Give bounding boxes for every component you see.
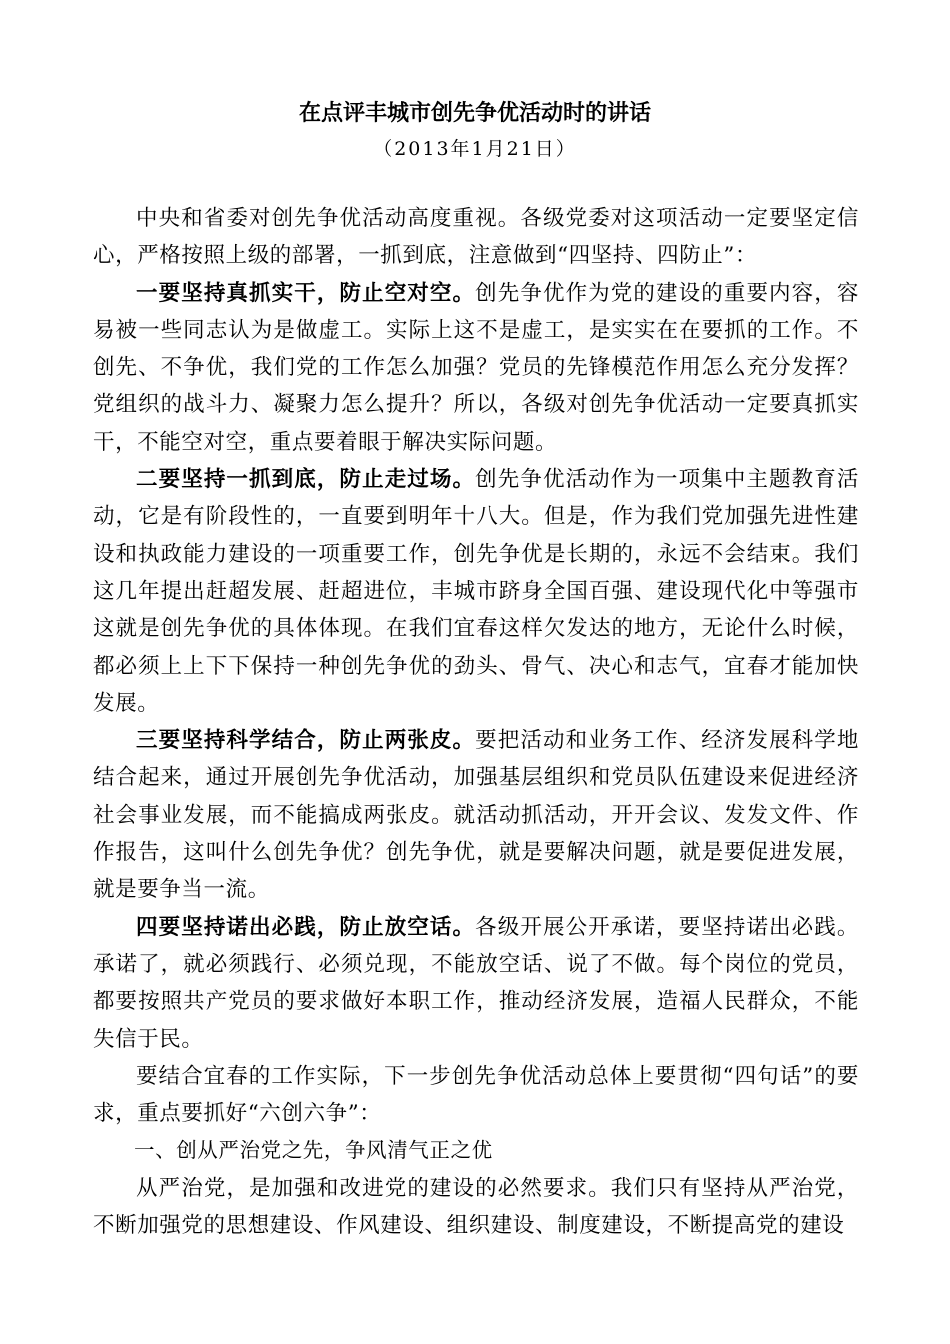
point-text-1: 创先争优作为党的建设的重要内容，容易被一些同志认为是做虚工。实际上这不是虚工，是实实在在要抓的工作。不创先、不争优，我们党的工作怎么加强？党员的先锋模范作用怎么充分发挥？党组织的战斗力、凝聚力怎么提升？所以，各级对创先争优活动一定要真抓实干，不能空对空，重点要着眼于解决实际问题。 (93, 280, 859, 455)
point-paragraph-2 (93, 461, 859, 722)
point-paragraph-3 (93, 722, 859, 908)
point-text-3: 要把活动和业务工作、经济发展科学地结合起来，通过开展创先争优活动，加强基层组织和党员队伍建设来促进经济社会事业发展，而不能搞成两张皮。就活动抓活动，开开会议、发发文件、作作报告，这叫什么创先争优？创先争优，就是要解决问题，就是要促进发展，就是要争当一流。 (93, 728, 859, 903)
intro-paragraph: 中央和省委对创先争优活动高度重视。各级党委对这项活动一定要坚定信心，严格按照上级的部署，一抓到底，注意做到“四坚持、四防止”： (93, 206, 859, 269)
section-heading: 一、创从严治党之先，争风清气正之优 (134, 1138, 493, 1163)
point-paragraph-1 (93, 275, 859, 461)
section-paragraph: 从严治党，是加强和改进党的建设的必然要求。我们只有坚持从严治党，不断加强党的思想建设、作风建设、组织建设、制度建设，不断提高党的建设 (93, 1175, 859, 1239)
point-lead-2: 二要坚持一抓到底，防止走过场。 (136, 467, 476, 493)
point-paragraph-4 (93, 909, 859, 1058)
document-date: （2013年1月21日） (373, 138, 577, 160)
point-lead-3: 三要坚持科学结合，防止两张皮。 (136, 728, 476, 754)
document-title: 在点评丰城市创先争优活动时的讲话 (298, 100, 651, 126)
point-lead-1: 一要坚持真抓实干，防止空对空。 (136, 280, 476, 306)
summary-paragraph: 要结合宜春的工作实际，下一步创先争优活动总体上要贯彻“四句话”的要求，重点要抓好“六创六争”： (93, 1063, 859, 1127)
point-lead-4: 四要坚持诺出必践，防止放空话。 (136, 914, 476, 940)
point-text-4: 各级开展公开承诺，要坚持诺出必践。承诺了，就必须践行、必须兑现，不能放空话、说了不做。每个岗位的党员，都要按照共产党员的要求做好本职工作，推动经济发展，造福人民群众，不能失信于民。 (93, 914, 859, 1052)
point-text-2: 创先争优活动作为一项集中主题教育活动，它是有阶段性的，一直要到明年十八大。但是，作为我们党加强先进性建设和执政能力建设的一项重要工作，创先争优是长期的，永远不会结束。我们这几年提出赶超发展、赶超进位，丰城市跻身全国百强、建设现代化中等强市这就是创先争优的具体体现。在我们宜春这样欠发达的地方，无论什么时候，都必须上上下下保持一种创先争优的劲头、骨气、决心和志气，宜春才能加快发展。 (93, 467, 859, 716)
document-body (93, 200, 859, 1244)
